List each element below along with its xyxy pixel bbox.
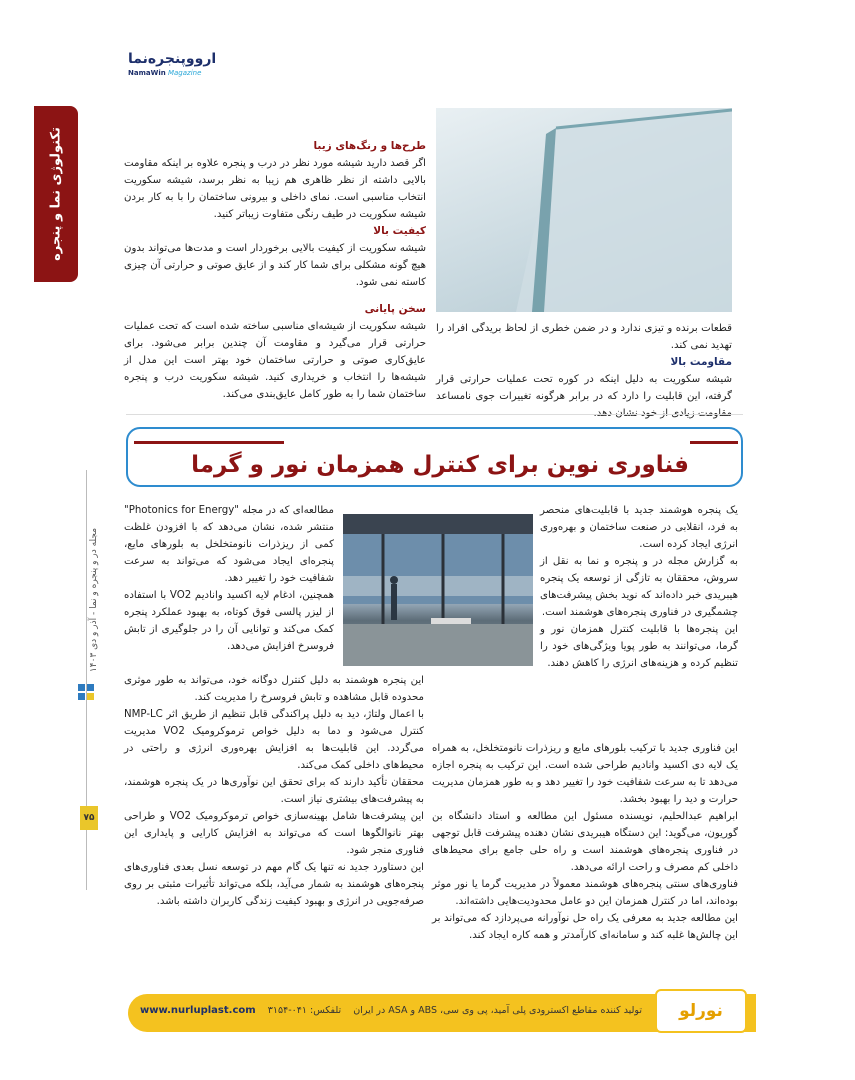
smart-window-photo — [343, 514, 533, 666]
page-number: ۷۵ — [80, 806, 98, 830]
subheading-high-quality: کیفیت بالا — [373, 225, 426, 237]
window-grid-icon — [78, 684, 96, 702]
paragraph: این دستاورد جدید نه تنها یک گام مهم در توسعه نسل بعدی فناوری‌های پنجره‌های هوشمند به شمار می‌آید، بلکه می‌تواند تأثیرات مثبتی بر روی صرفه‌جویی در انرژی و بهبود کیفیت زندگی کاربران داشته باشد. — [124, 862, 424, 907]
subheading-beautiful-designs: طرح‌ها و رنگ‌های زیبا — [313, 140, 426, 152]
logo-subtitle: NamaWin Magazine — [128, 69, 202, 77]
section-tab-label: تکنولوژی نما و پنجره — [48, 127, 64, 261]
subheading-conclusion: سخن پایانی — [364, 303, 426, 315]
glass-safety-column — [436, 320, 732, 422]
article-left-column-lower — [124, 672, 424, 910]
paragraph: به گزارش مجله در و پنجره و نما به نقل از سروش، محققان به تازگی از توسعه یک پنجره هیبریدی خبر داده‌اند که نوید بخش پیشرفت‌های چشمگیری در فناوری پنجره‌های هوشمند است. — [540, 556, 738, 618]
article-right-column — [540, 502, 738, 672]
headline-accent-bar — [134, 441, 284, 444]
paragraph: شیشه سکوریت از کیفیت بالایی برخوردار است و مدت‌ها می‌تواند بدون هیچ گونه مشکلی برای شما کار کند و از عایق صوتی و حرارتی آن چیزی کاسته نمی شود. — [124, 243, 426, 288]
headline-accent-bar — [690, 441, 738, 444]
paragraph: این مطالعه جدید به معرفی یک راه حل نوآورانه می‌پردازد که می‌تواند بر این چالش‌ها غلبه کند و سامانه‌ای کارآمدتر و همه کاره ایجاد کند. — [432, 913, 738, 941]
advertiser-logo — [655, 989, 747, 1033]
footer-phone: تلفکس: ۰۴۱-۳۱۵۴ — [267, 1005, 342, 1016]
magazine-logo — [128, 50, 228, 86]
paragraph: شیشه سکوریت به دلیل اینکه در کوره تحت عملیات حرارتی قرار گرفته، این قابلیت را دارد که در برابر هرگونه تغییرات جوی نامساعد — [436, 374, 732, 402]
paragraph: این پنجره‌ها با قابلیت کنترل همزمان نور و گرما، می‌توانند به طور پویا ویژگی‌های خود را تنظیم کرده و هزینه‌های انرژی را کاهش دهند. — [540, 624, 738, 669]
paragraph: این فناوری جدید با ترکیب بلورهای مایع و ریزذرات نانومتخلخل، به همراه یک لایه دی اکسید وانادیم طراحی شده است. این ترکیب به پنجره اجازه می‌دهد تا به سرعت شفافیت خود را تغییر دهد و به طور همزمان مدیریت حرارت و دید را بهبود بخشد. — [432, 743, 738, 805]
paragraph: محققان تأکید دارند که برای تحقق این نوآوری‌ها در یک پنجره هوشمند، به پیشرفت‌های بیشتری نیاز است. — [124, 777, 424, 805]
paragraph: ابراهیم عبدالحلیم، نویسنده مسئول این مطالعه و استاد دانشگاه بن گوریون، می‌گوید: این دستگاه هیبریدی نشان دهنده پیشرفت قابل توجهی در فناوری پنجره‌های هوشمند است و راه حلی جامع برای محیط‌های داخلی کم مصرف و راحت ارائه می‌دهد. — [432, 811, 738, 873]
top-text-column — [124, 138, 426, 403]
paragraph: این پنجره هوشمند به دلیل کنترل دوگانه خود، می‌تواند به طور موثری محدوده قابل مشاهده و تابش فروسرخ را مدیریت کند. — [124, 675, 424, 703]
section-divider — [126, 414, 743, 415]
article-right-column-lower — [432, 740, 738, 944]
paragraph: این پیشرفت‌ها شامل بهینه‌سازی خواص ترموکرومیک VO2 و طراحی بهتر نانوالگوها است که می‌تواند به افزایش کارایی و پایداری این فناوری منجر شود. — [124, 811, 425, 856]
paragraph: قطعات برنده و تیزی ندارد و در ضمن خطری از لحاظ بریدگی افراد را تهدید نمی کند. — [436, 323, 732, 351]
footer-website-link[interactable]: www.nurluplast.com — [140, 1005, 256, 1016]
logo-title: ارووپنجره‌نما — [128, 51, 217, 67]
subheading-high-resistance: مقاومت بالا — [670, 356, 732, 368]
paragraph: اگر قصد دارید شیشه مورد نظر در درب و پنجره علاوه بر اینکه مقاومت بالایی داشته از نظر ظاهری هم زیبا به نظر برسد، شیشه سکوریت انتخاب مناسبی است. نمای داخلی و بیرونی ساختمان را با به کار بردن شیشه سکوریت در طیف رنگی متفاوت زیباتر کنید. — [124, 158, 426, 220]
footer-description — [262, 1005, 642, 1016]
paragraph: شیشه سکوریت از شیشه‌ای مناسبی ساخته شده است که تحت عملیات حرارتی قرار می‌گیرد و مقاومت آن چندین برابر می‌شود. برای عایق‌کاری صوتی و حرارتی ساختمان خود بهتر است این مدل از شیشه‌ها را انتخاب و خریداری کنید. شیشه سکوریت درب و پنجره ساختمان شما را به طور کامل عایق‌بندی می‌کند. — [124, 321, 426, 400]
footer-description-text: تولید کننده مقاطع اکسترودی پلی آمید، پی وی سی، ABS و ASA در ایران — [353, 1005, 642, 1016]
advertiser-logo-text: نورلو — [679, 1001, 723, 1021]
paragraph: یک پنجره هوشمند جدید با قابلیت‌های منحصر به فرد، انقلابی در صنعت ساختمان و بهره‌وری انرژی ایجاد کرده است. — [540, 505, 738, 550]
article-left-column — [124, 502, 334, 655]
paragraph: مطالعه‌ای که در مجله "Photonics for Energy" منتشر شده، نشان می‌دهد که با افزودن غلظت کمی از ریزذرات نانومتخلخل به بلورهای مایع، پنجره‌ای ایجاد می‌شود که می‌تواند به سرعت شفافیت خود را تغییر دهد. — [124, 505, 334, 584]
article-headline: فناوری نوین برای کنترل همزمان نور و گرما — [191, 452, 689, 478]
issue-label: مجله در و پنجره و نما - آذر و دی ۱۴۰۳ — [89, 527, 99, 673]
tempered-glass-photo — [436, 108, 732, 312]
paragraph: فناوری‌های سنتی پنجره‌های هوشمند معمولاً در مدیریت گرما یا نور موثر بوده‌اند، اما در کنترل همزمان این دو عامل محدودیت‌هایی داشته‌اند. — [432, 879, 738, 907]
paragraph: با اعمال ولتاژ، دید به دلیل پراکندگی قابل تنظیم از طریق اثر NMP-LC کنترل می‌شود و دما به دلیل خواص ترموکرومیک VO2 مدیریت می‌گردد. این قابلیت‌ها به افزایش بهره‌وری انرژی و راحتی در محیط‌های داخلی کمک می‌کند. — [124, 709, 424, 771]
paragraph: همچنین، ادغام لایه اکسید وانادیم VO2 با استفاده از لیزر پالسی فوق کوتاه، به بهبود عملکرد پنجره کمک می‌کند و توانایی آن را در جلوگیری از تابش فروسرخ افزایش می‌دهد. — [124, 590, 334, 652]
